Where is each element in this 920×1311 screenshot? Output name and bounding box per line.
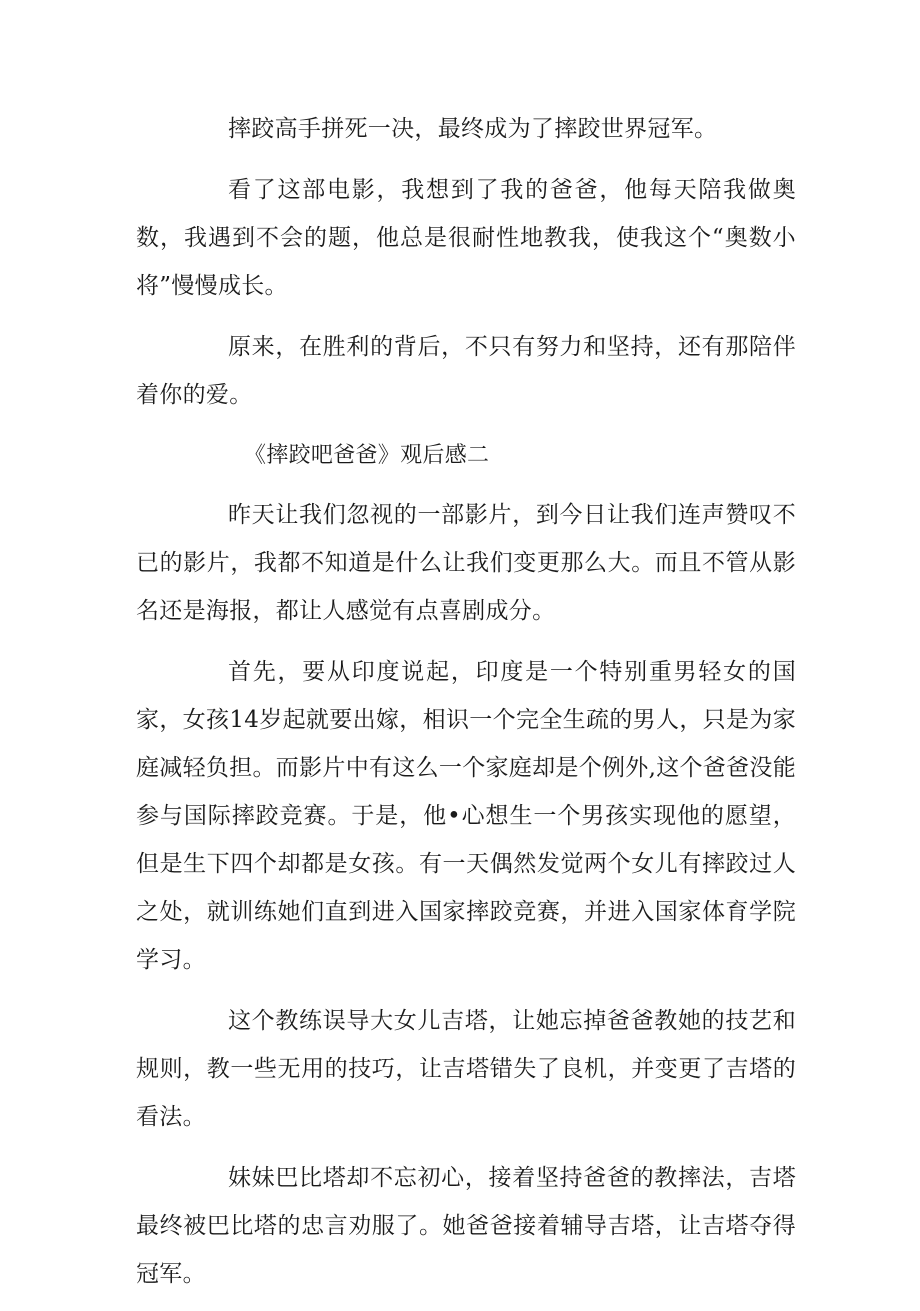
- paragraph: 首先，要从印度说起，印度是一个特别重男轻女的国家，女孩14岁起就要出嫁，相识一个完全生疏的男人，只是为家庭减轻负担。而影片中有这么一个家庭却是个例外,这个爸爸没能参与国际摔跤竞赛。于是，他•心想生一个男孩实现他的愿望，但是生下四个却都是女孩。有一天偶然发觉两个女儿有摔跤过人之处，就训练她们直到进入国家摔跤竞赛，并进入国家体育学院学习。: [136, 659, 797, 973]
- paragraph: 这个教练误导大女儿吉塔，让她忘掉爸爸教她的技艺和规则，教一些无用的技巧，让吉塔错失了良机，并变更了吉塔的看法。: [136, 1008, 796, 1130]
- document-body: [136, 105, 796, 1311]
- section-title: 《摔跤吧爸爸》观后感二: [244, 443, 490, 468]
- paragraph: 昨天让我们忽视的一部影片，到今日让我们连声赞叹不已的影片，我都不知道是什么让我们变更那么大。而且不管从影名还是海报，都让人感觉有点喜剧成分。: [136, 502, 796, 624]
- paragraph: 看了这部电影，我想到了我的爸爸，他每天陪我做奥数，我遇到不会的题，他总是很耐性地教我，使我这个“奥数小将”慢慢成长。: [136, 177, 796, 299]
- paragraph: 原来，在胜利的背后，不只有努力和坚持，还有那陪伴着你的爱。: [136, 334, 796, 408]
- paragraph-continuation: 摔跤高手拼死一决，最终成为了摔跤世界冠军。: [228, 116, 718, 142]
- paragraph: 妹妹巴比塔却不忘初心，接着坚持爸爸的教摔法，吉塔最终被巴比塔的忠言劝服了。她爸爸接着辅导吉塔，让吉塔夺得冠军。: [136, 1165, 796, 1287]
